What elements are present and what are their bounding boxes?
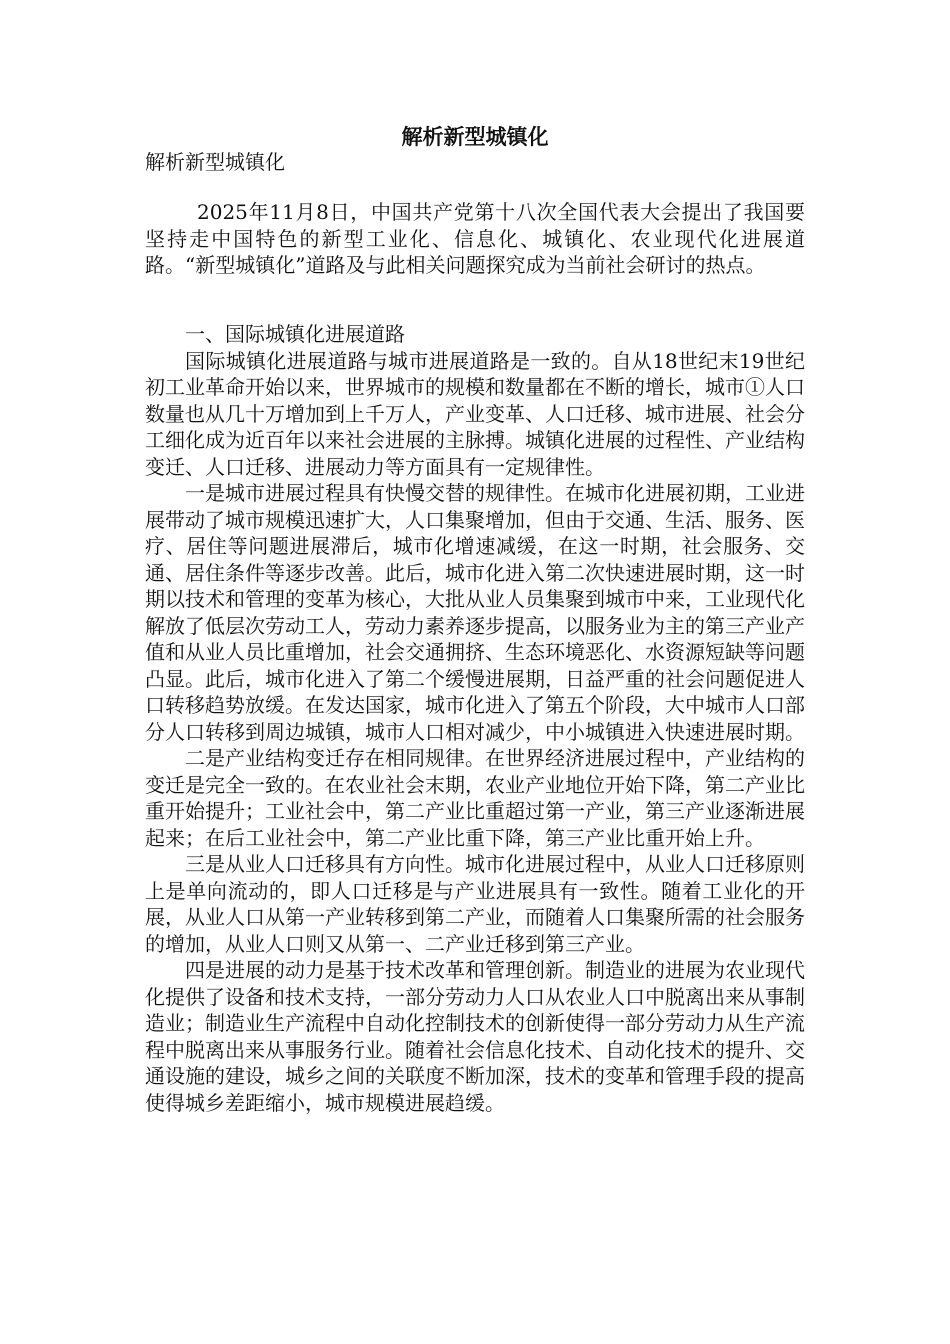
body-paragraph: 二是产业结构变迁存在相同规律。在世界经济进展过程中，产业结构的变迁是完全一致的。在农业社会末期，农业产业地位开始下降，第二产业比重开始提升；工业社会中，第二产业比重超过第一产业，第三产业逐渐进展起来；在后工业社会中，第二产业比重下降，第三产业比重开始上升。 (145, 746, 805, 850)
section-heading: 一、国际城镇化进展道路 (185, 322, 405, 346)
document-subtitle: 解析新型城镇化 (145, 150, 285, 174)
body-paragraph: 四是进展的动力是基于技术改革和管理创新。制造业的进展为农业现代化提供了设备和技术支持，一部分劳动力人口从农业人口中脱离出来从事制造业；制造业生产流程中自动化控制技术的创新使得一部分劳动力从生产流程中脱离出来从事服务行业。随着社会信息化技术、自动化技术的提升、交通设施的建设，城乡之间的关联度不断加深，技术的变革和管理手段的提高使得城乡差距缩小，城市规模进展趋缓。 (145, 958, 805, 1115)
body-paragraph: 一是城市进展过程具有快慢交替的规律性。在城市化进展初期，工业进展带动了城市规模迅速扩大，人口集聚增加，但由于交通、生活、服务、医疗、居住等问题进展滞后，城市化增速减缓，在这一时期，社会服务、交通、居住条件等逐步改善。此后，城市化进入第二次快速进展时期，这一时期以技术和管理的变革为核心，大批从业人员集聚到城市中来，工业现代化解放了低层次劳动工人，劳动力素养逐步提高，以服务业为主的第三产业产值和从业人员比重增加，社会交通拥挤、生态环境恶化、水资源短缺等问题凸显。此后，城市化进入了第二个缓慢进展期，日益严重的社会问题促进人口转移趋势放缓。在发达国家，城市化进入了第五个阶段，大中城市人口部分人口转移到周边城镇，城市人口相对减少，中小城镇进入快速进展时期。 (145, 481, 805, 744)
section-body (145, 321, 805, 1116)
document-title: 解析新型城镇化 (401, 124, 549, 149)
intro-paragraph: 2025年11月8日，中国共产党第十八次全国代表大会提出了我国要坚持走中国特色的新型工业化、信息化、城镇化、农业现代化进展道路。“新型城镇化”道路及与此相关问题探究成为当前社会研讨的热点。 (145, 200, 805, 277)
body-paragraph: 三是从业人口迁移具有方向性。城市化进展过程中，从业人口迁移原则上是单向流动的，即人口迁移是与产业进展具有一致性。随着工业化的开展，从业人口从第一产业转移到第二产业，而随着人口集聚所需的社会服务的增加，从业人口则又从第一、二产业迁移到第三产业。 (145, 852, 805, 956)
body-paragraph: 国际城镇化进展道路与城市进展道路是一致的。自从18世纪末19世纪初工业革命开始以来，世界城市的规模和数量都在不断的增长，城市①人口数量也从几十万增加到上千万人，产业变革、人口迁移、城市进展、社会分工细化成为近百年以来社会进展的主脉搏。城镇化进展的过程性、产业结构变迁、人口迁移、进展动力等方面具有一定规律性。 (145, 348, 805, 479)
